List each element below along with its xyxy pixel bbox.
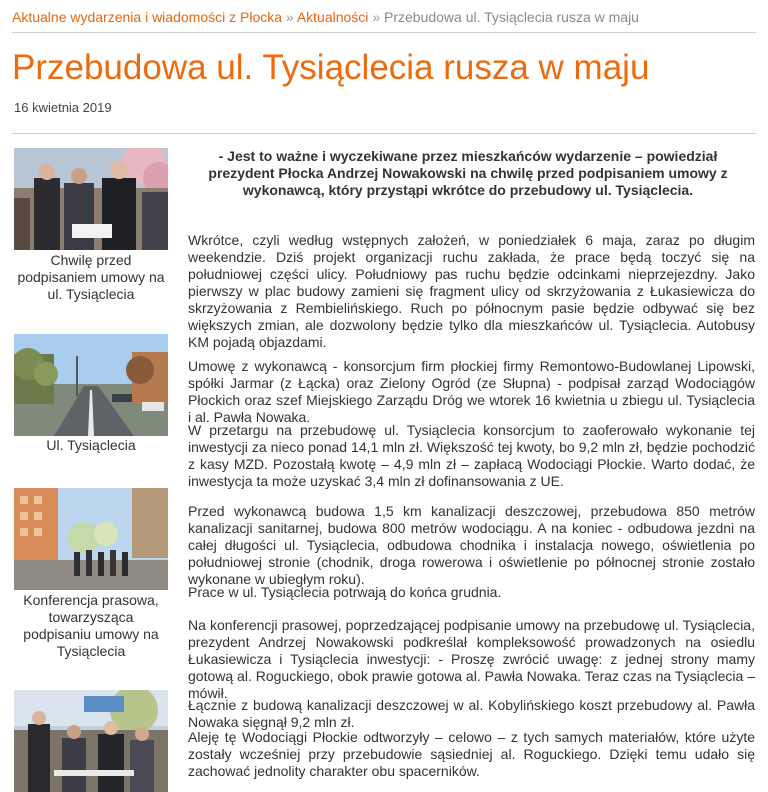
divider: [12, 32, 756, 33]
divider: [12, 133, 756, 134]
page-title: Przebudowa ul. Tysiąclecia rusza w maju: [12, 48, 650, 87]
photo-caption: Ul. Tysiąclecia: [46, 437, 136, 453]
article-paragraph: Przed wykonawcą budowa 1,5 km kanalizacji deszczowej, przebudowa 850 metrów kanalizacji sanitarnej, budowa 800 metrów wodociągu. A na koniec - odbudowa jezdni na całej długości ul. Tysiąclecia, odbudowa chodnika i instalacja nowego, oświetlenia po południowej stronie (chodnik, droga rowerowa i oświetlenie po północnej stronie zostało wykonane w ubiegłym roku).: [188, 503, 755, 587]
article-paragraph: Na konferencji prasowej, poprzedzającej podpisanie umowy na przebudowę ul. Tysiąclecia, prezydent Andrzej Nowakowski podkreślał kompleksowość prowadzonych na osiedlu Łukasiewicza i Tysiąclecia inwestycji: - Proszę zwrócić uwagę: z jednej strony mamy gotową al. Roguckiego, obok prawie gotowa al. Pawła Nowaka. Teraz czas na Tysiąclecia – mówił.: [188, 617, 755, 701]
photo-caption: Chwilę przed podpisaniem umowy na ul. Tysiąclecia: [17, 252, 165, 302]
breadcrumb-current: Przebudowa ul. Tysiąclecia rusza w maju: [384, 9, 639, 25]
breadcrumb: [12, 8, 756, 26]
gallery-photo-signing-table[interactable]: [14, 690, 168, 792]
breadcrumb-separator: »: [372, 9, 381, 25]
gallery-photo-conference[interactable]: [14, 488, 168, 590]
article-lead: - Jest to ważne i wyczekiwane przez mieszkańców wydarzenie – powiedział prezydent Płocka Andrzej Nowakowski na chwilę przed podpisaniem umowy z wykonawcą, który przystąpi wkrótce do przebudowy ul. Tysiąclecia.: [208, 148, 728, 198]
publish-date: 16 kwietnia 2019: [14, 100, 112, 115]
photo-caption: Konferencja prasowa, towarzysząca podpisaniu umowy na Tysiąclecia: [23, 592, 159, 659]
breadcrumb-link-news-home[interactable]: Aktualne wydarzenia i wiadomości z Płocka: [12, 9, 283, 25]
breadcrumb-link-news[interactable]: Aktualności: [296, 9, 369, 25]
article-paragraph: Aleję tę Wodociągi Płockie odtworzyły – celowo – z tych samych materiałów, które użyte zostały wcześniej przy przebudowie sąsiedniej al. Roguckiego. Dzięki temu udało się zachować jednolity charakter obu spacerników.: [188, 729, 755, 779]
article-paragraph: Wkrótce, czyli według wstępnych założeń, w poniedziałek 6 maja, zaraz po długim weekendzie. Dziś projekt organizacji ruchu zakłada, że prace będą toczyć się na południowej części ulicy. Południowy pas ruchu będzie odcinkami nieprzejezdny. Jako pierwszy w plac budowy zamieni się fragment ulicy od skrzyżowania z Łukasiewicza do skrzyżowania z Rembielińskiego. Ruch po północnym pasie będzie odbywać się bez większych zmian, ale dozwolony będzie tylko dla mieszkańców ul. Tysiąclecia. Autobusy KM pojadą objazdami.: [188, 232, 755, 350]
article-paragraph: W przetargu na przebudowę ul. Tysiąclecia konsorcjum to zaoferowało wykonanie tej inwestycji za nieco ponad 14,1 mln zł. Większość tej kwoty, bo 9,2 mln zł, będzie pochodzić z kasy MZD. Pozostałą kwotę – 4,9 mln zł – zapłacą Wodociągi Płockie. Warto dodać, że inwestycja ta może uzyskać 3,4 mln zł dofinansowania z UE.: [188, 422, 755, 489]
article-paragraph: Prace w ul. Tysiąclecia potrwają do końca grudnia.: [188, 584, 502, 600]
article-paragraph: Łącznie z budową kanalizacji deszczowej w al. Kobylińskiego koszt przebudowy al. Pawła Nowaka sięgnął 9,2 mln zł.: [188, 697, 755, 730]
breadcrumb-separator: »: [285, 9, 294, 25]
article-paragraph: Umowę z wykonawcą - konsorcjum firm płockiej firmy Remontowo-Budowlanej Lipowski, spółki Jarmar (z Łącka) oraz Zielony Ogród (ze Słupna) - podpisał zarząd Wodociągów Płockich oraz szef Miejskiego Zarządu Dróg we wtorek 16 kwietnia u zbiegu ul. Tysiąclecia i al. Pawła Nowaka.: [188, 358, 755, 425]
gallery-photo-signing[interactable]: [14, 148, 168, 250]
gallery-photo-street[interactable]: [14, 334, 168, 436]
